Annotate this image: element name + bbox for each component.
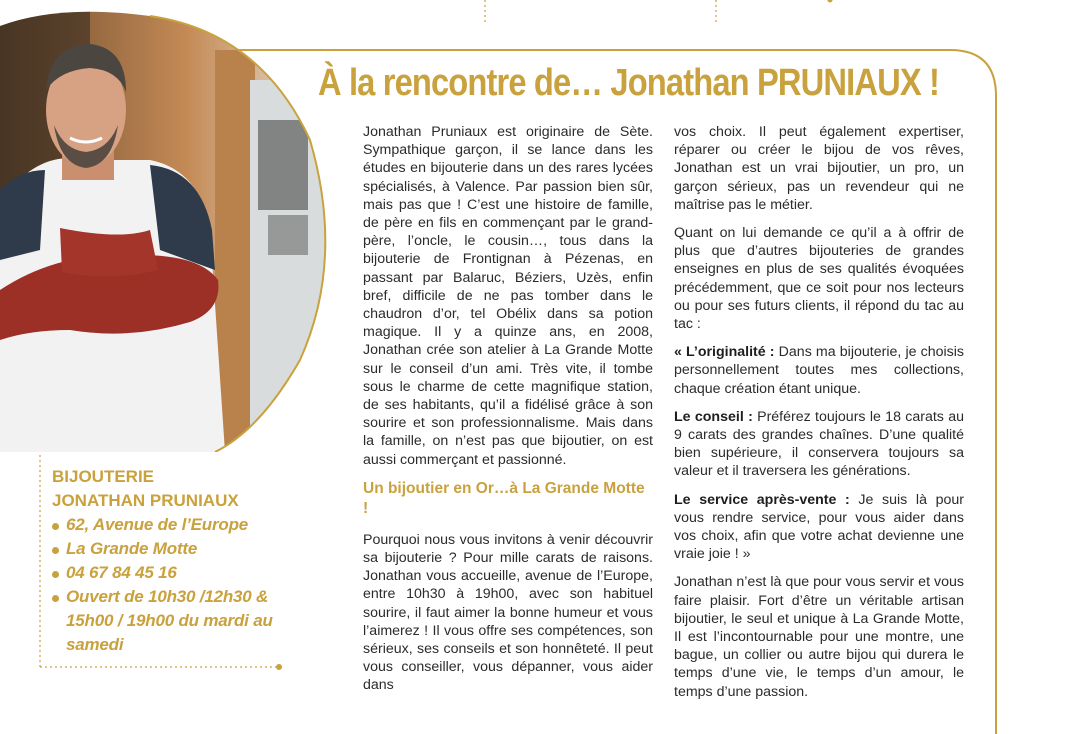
paragraph-question: Quant on lui demande ce qu’il a à offrir de plus que d’autres bijouteries de grandes enseignes en plus de ses qualités évoquées précédemment, que ce soit pour nos lecteurs ou pour ses futurs clients, il répond du tac au tac : <box>674 225 964 333</box>
shop-city: La Grande Motte <box>52 537 302 561</box>
paragraph-services: vos choix. Il peut également expertiser, réparer ou créer le bijou de vos rêves, Jonathan est un vrai bijoutier, un pro, un garçon sérieux, pas un revendeur qui ne maîtrise pas le métier. <box>674 124 964 213</box>
door-frame <box>215 50 255 452</box>
quote-after-sales <box>674 491 964 564</box>
paragraph-conclusion: Jonathan n’est là que pour vous servir et vous faire plaisir. Fort d’être un véritable artisan bijoutier, le seul et unique à La Grande Motte, Il est l’incontournable pour une montre, une bague, un collier ou autre bijou qui durera le temps d’une vie, le temps d’un amour, le temps d’une passion. <box>674 574 964 700</box>
paragraph-invitation: Pourquoi nous vous invitons à venir découvrir sa bijouterie ? Pour mille carats de raisons. Jonathan vous accueille, avenue de l’Europe, entre 10h30 à 19h00, avec son habituel sourire, il faut aimer la bonne humeur et vous l’aimerez ! Il vous offre ses compétences, son sérieux, ses conseils et son honnêteté. Il peut vous conseiller, vous dépanner, vous aider dans <box>363 531 653 694</box>
shop-info-box <box>52 465 302 657</box>
info-line-end-dot <box>276 664 282 670</box>
quote-originality <box>674 343 964 398</box>
shop-name-line-2: JONATHAN PRUNIAUX <box>52 491 239 510</box>
section-subtitle: Un bijoutier en Or…à La Grande Motte ! <box>363 479 645 517</box>
article-column-1 <box>363 123 653 705</box>
top-dot <box>828 0 833 3</box>
shop-hours: Ouvert de 10h30 /12h30 & 15h00 / 19h00 du mardi au samedi <box>52 585 302 657</box>
quote-advice-text: Préférez toujours le 18 carats au 9 carats des grandes chaînes. D’une qualité bien supérieure, il conservera toujours sa valeur et il traversera les générations. <box>674 408 964 480</box>
shop-details-list <box>52 513 302 657</box>
quote-originality-label: « L’originalité : <box>674 344 775 361</box>
intro-paragraph: Jonathan Pruniaux est originaire de Sète. Sympathique garçon, il se lance dans les études en bijouterie dans un des rares lycées spécialisés, à Valence. Par passion bien sûr, mais pas que ! C’est une histoire de famille, de père en fils en commençant par le grand-père, l’oncle, le cousin…, tous dans la bijouterie de Frontignan à Pézenas, en passant par Balaruc, Béziers, Uzès, enfin bref, difficile de ne pas tomber dans le chaudron d’or, tel Obélix dans sa potion magique. Il y a quinze ans, en 2008, Jonathan crée son atelier à La Grande Motte sur le conseil d’un ami. Très vite, il tombe sous le charme de cette magnifique station, de ses habitants, qu’il a fidélisé grâce à son sourire et son professionnalisme. Mais dans la famille, on n’est pas que bijoutier, on est aussi commerçant et passionné. <box>363 124 653 468</box>
quote-after-sales-label: Le service après-vente : <box>674 491 850 508</box>
quote-after-sales-text: Je suis là pour vous rendre service, pour vous aider dans vos choix, afin que votre achat devienne une vraie joie ! » <box>674 491 965 563</box>
quote-advice <box>674 408 964 481</box>
shop-name-line-1: BIJOUTERIE <box>52 467 155 486</box>
quote-advice-label: Le conseil : <box>674 408 753 425</box>
quote-originality-text: Dans ma bijouterie, je choisis personnellement toutes mes collections, chaque création étant unique. <box>674 344 964 397</box>
shop-phone: 04 67 84 45 16 <box>52 561 302 585</box>
article-title: À la rencontre de… Jonathan PRUNIAUX ! <box>318 62 940 104</box>
article-column-2 <box>674 123 964 711</box>
shop-address: 62, Avenue de l’Europe <box>52 513 302 537</box>
portrait-photo <box>0 0 340 452</box>
